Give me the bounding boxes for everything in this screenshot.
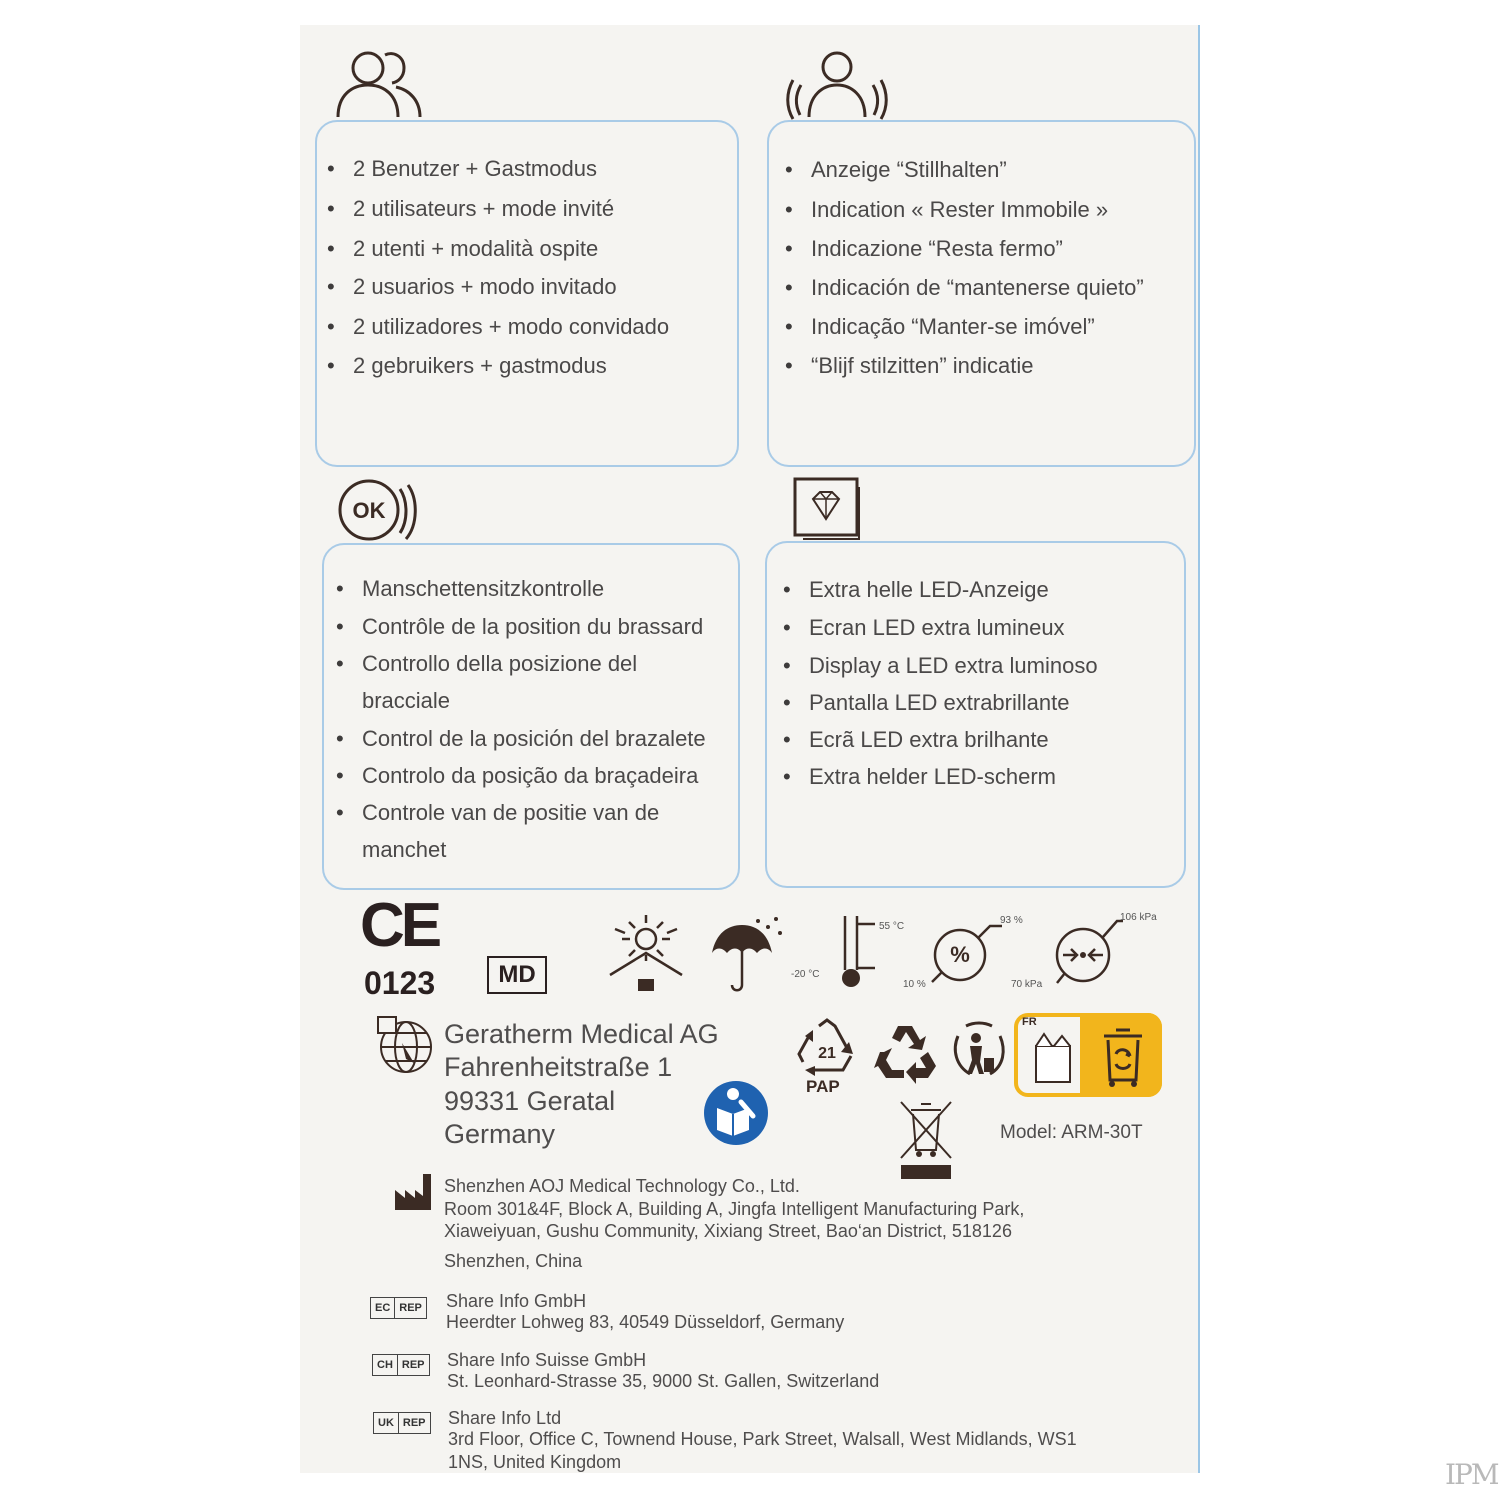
pap-label: PAP xyxy=(806,1077,840,1096)
distributor-globe-icon xyxy=(376,1015,436,1075)
ch-rep-symbol: CH REP xyxy=(372,1354,430,1376)
manufacturer-address-line-2: Xiaweiyuan, Gushu Community, Xixiang Street, Bao‘an District, 518126 xyxy=(444,1221,1012,1241)
cuff-feature-list xyxy=(336,576,706,874)
dispose-properly-icon xyxy=(950,1020,1008,1080)
list-item: • 2 usuarios + modo invitado xyxy=(327,274,617,299)
weee-crossed-bin-icon xyxy=(897,1098,955,1183)
list-item: • 2 gebruikers + gastmodus xyxy=(327,353,607,378)
humidity-min-label: 10 % xyxy=(903,979,926,990)
distributor-name: Geratherm Medical AG xyxy=(444,1019,719,1049)
still-feature-list xyxy=(785,157,1144,392)
distributor-street: Fahrenheitstraße 1 xyxy=(444,1052,673,1082)
list-item: • Manschettensitzkontrolle xyxy=(336,576,605,601)
sorting-bin-icon xyxy=(1100,1026,1146,1088)
md-symbol: MD xyxy=(487,956,547,994)
humidity-max-label: 93 % xyxy=(1000,915,1023,926)
uk-rep-address-line-2: 1NS, United Kingdom xyxy=(448,1452,622,1472)
diamond-display-icon xyxy=(793,477,861,543)
ch-rep-address: St. Leonhard-Strasse 35, 9000 St. Gallen, Switzerland xyxy=(447,1371,880,1391)
ce-mark: CE xyxy=(360,891,439,960)
ec-rep-name: Share Info GmbH xyxy=(446,1291,587,1311)
ch-rep-name: Share Info Suisse GmbH xyxy=(447,1350,647,1370)
manufacturer-address-line-3: Shenzhen, China xyxy=(444,1251,583,1271)
pressure-min-label: 70 kPa xyxy=(1011,979,1043,990)
person-motion-icon xyxy=(785,45,890,120)
svg-text:OK: OK xyxy=(352,498,386,523)
keep-away-from-sunlight-icon xyxy=(605,913,687,993)
list-item: • 2 Benutzer + Gastmodus xyxy=(327,156,597,181)
uk-rep-name: Share Info Ltd xyxy=(448,1408,562,1428)
humidity-limit-icon xyxy=(930,920,1000,990)
list-item: • Controle van de positie van de xyxy=(336,800,660,825)
list-item: • Indicazione “Resta fermo” xyxy=(785,236,1063,261)
list-item: • Ecran LED extra lumineux xyxy=(783,615,1065,640)
list-item: • Indication « Rester Immobile » xyxy=(785,197,1109,222)
list-item: • Indicación de “mantenerse quieto” xyxy=(785,275,1144,300)
ec-rep-address: Heerdter Lohweg 83, 40549 Düsseldorf, Germany xyxy=(446,1312,845,1332)
list-item: • Anzeige “Stillhalten” xyxy=(785,157,1007,182)
list-item: • Control de la posición del brazalete xyxy=(336,726,706,751)
box-packaging-icon xyxy=(1032,1030,1076,1085)
list-item: • Display a LED extra luminoso xyxy=(783,653,1098,678)
list-item: • Indicação “Manter-se imóvel” xyxy=(785,314,1095,339)
users-feature-list xyxy=(327,156,670,393)
ok-signal-icon xyxy=(336,477,421,547)
svg-text:21: 21 xyxy=(818,1045,836,1062)
distributor-city: 99331 Geratal xyxy=(444,1086,616,1116)
list-item: • 2 utenti + modalità ospite xyxy=(327,236,599,261)
manufacturer-factory-icon xyxy=(393,1172,433,1212)
temperature-max-label: 55 °C xyxy=(879,921,905,932)
list-item: • Contrôle de la position du brassard xyxy=(336,614,704,639)
list-item: • “Blijf stilzitten” indicatie xyxy=(785,353,1034,378)
model-number: Model: ARM-30T xyxy=(1000,1122,1143,1143)
uk-rep-symbol: UK REP xyxy=(373,1412,431,1434)
list-item: • Controllo della posizione del xyxy=(336,651,638,676)
keep-dry-icon xyxy=(710,915,785,995)
list-item: bracciale xyxy=(362,688,451,713)
pap-recycling-icon xyxy=(795,1018,859,1078)
svg-text:%: % xyxy=(950,942,970,967)
read-instructions-icon xyxy=(703,1080,769,1146)
pressure-max-label: 106 kPa xyxy=(1120,912,1157,923)
list-item: • Ecrã LED extra brilhante xyxy=(783,727,1049,752)
temperature-min-label: -20 °C xyxy=(791,969,820,980)
ipm-watermark: IPM xyxy=(1445,1458,1498,1491)
two-users-icon xyxy=(330,45,430,120)
led-feature-list xyxy=(783,577,1098,801)
fr-label: FR xyxy=(1022,1016,1037,1028)
manufacturer-name: Shenzhen AOJ Medical Technology Co., Ltd. xyxy=(444,1176,800,1196)
list-item: • Extra helder LED-scherm xyxy=(783,764,1056,789)
list-item: • Pantalla LED extrabrillante xyxy=(783,690,1070,715)
uk-rep-address: 3rd Floor, Office C, Townend House, Park Street, Walsall, West Midlands, WS1 xyxy=(448,1429,1077,1449)
temperature-limit-icon xyxy=(835,912,885,992)
atmospheric-pressure-limit-icon xyxy=(1055,915,1145,990)
ec-rep-symbol: EC REP xyxy=(370,1297,427,1319)
list-item: • 2 utilizadores + modo convidado xyxy=(327,314,670,339)
manufacturer-address-line-1: Room 301&4F, Block A, Building A, Jingfa Intelligent Manufacturing Park, xyxy=(444,1199,1025,1219)
list-item: • 2 utilisateurs + mode invité xyxy=(327,196,615,221)
distributor-country: Germany xyxy=(444,1119,556,1149)
notified-body-number: 0123 xyxy=(364,965,436,1001)
recycle-icon xyxy=(876,1022,938,1080)
list-item: • Controlo da posição da braçadeira xyxy=(336,763,699,788)
list-item: manchet xyxy=(362,837,447,862)
list-item: • Extra helle LED-Anzeige xyxy=(783,577,1049,602)
